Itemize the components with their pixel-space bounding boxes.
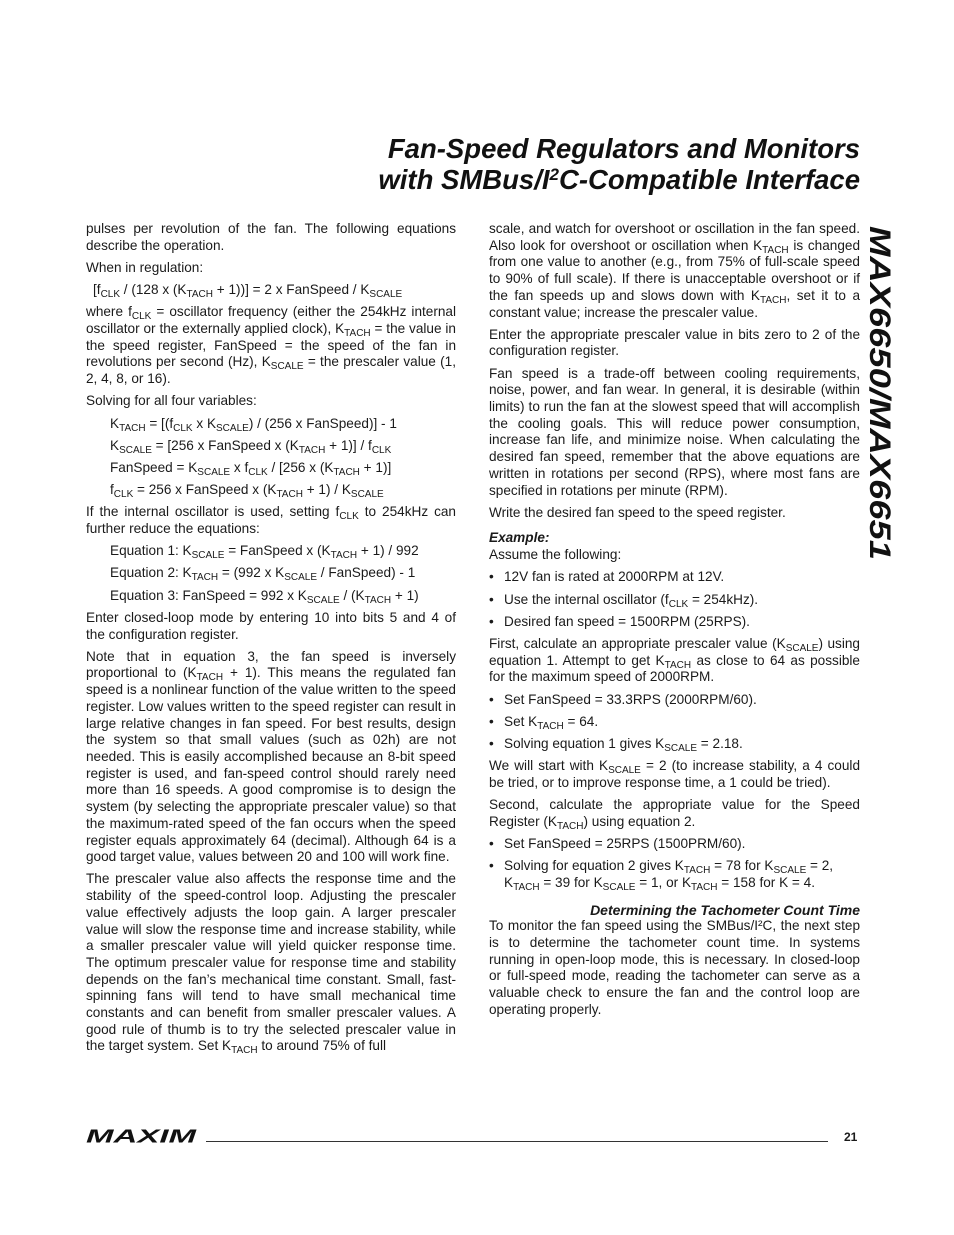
- paragraph: Enter closed-loop mode by entering 10 into bits 5 and 4 of the configuration register.: [86, 609, 456, 642]
- paragraph: Write the desired fan speed to the speed register.: [489, 504, 786, 520]
- paragraph: pulses per revolution of the fan. The following equations describe the operation.: [86, 221, 456, 253]
- equation: Equation 1: $K_{SCALE}$ = FanSpeed x $(K_{TACH} + 1) / 992$: [110, 543, 419, 562]
- equation: FanSpeed = $K_{SCALE}$ x $f_{CLK} / [256$ x $(K_{TACH} + 1)$]: [110, 459, 392, 478]
- maxim-logo: [86, 1128, 198, 1149]
- equation: [$f_{CLK} / (128$ x $(K_{TACH} + 1))] = 2$ x FanSpeed / $K_{SCALE}$: [93, 282, 403, 301]
- title-line-2: with SMBus/$I^2C$-Compatible Interface: [378, 164, 860, 195]
- equation: $K_{SCALE} = [256$ x FanSpeed x $(K_{TACH} + 1)] / f_{CLK}$: [110, 437, 392, 456]
- equation: Equation 2: $K_{TACH} = (992$ x $K_{SCALE}$ / FanSpeed) - 1: [110, 565, 416, 584]
- equation: $f_{CLK} = 256$ x FanSpeed x $(K_{TACH} + 1) / K_{SCALE}$: [110, 482, 384, 501]
- bullet-item: • Set $K_{TACH} = 64$.: [489, 714, 860, 731]
- bullet-item: • Desired fan speed = 1500RPM (25RPS).: [489, 614, 860, 631]
- maxim-logo-text: MAXIM: [86, 1128, 198, 1144]
- bullet-item: • Set FanSpeed = 33.3RPS (2000RPM/60).: [489, 692, 860, 709]
- equation: $K_{TACH} = [(f_{CLK}$ x $K_{SCALE}) / (256$ x FanSpeed)] - 1: [110, 415, 397, 434]
- paragraph: Assume the following:: [489, 547, 622, 563]
- paragraph: Note that in equation 3, the fan speed is inversely proportional to $(K_{TACH} + 1)$. This means the regulated fan speed is a nonlinear function of the value written to the speed register. Low values written to the speed register can result in large relative changes in fan speed. For best results, design the system so that small values (such as 02h) are not needed. This is easily accomplished because an 8-bit speed register is used, and fan-speed control should rarely need more than 16 speeds. A good compromise is to design the system (by selecting the appropriate prescaler value) so that the maximum-rated speed of the fan occurs when the speed register equals approximately 64 (decimal). Although 64 is a good target value, values between 20 and 100 will work fine.: [86, 648, 456, 865]
- paragraph: scale, and watch for overshoot or oscillation in the fan speed. Also look for overshoot or oscillation when $K_{TACH}$ is changed from one value to another (e.g., from 75% of full-scale speed to 90% of full scale). If there is unacceptable overshoot or if the fan speeds up and slows down with $K_{TACH}$, set it to a constant value; increase the prescaler value.: [489, 221, 861, 320]
- bullet-item: • Solving for equation 2 gives $K_{TACH} = 78$ for $K_{SCALE} = 2$, $K_{TACH} = 39$ for $K_{SCALE} = 1$, or $K_{TACH} = 158$ for K = 4.: [489, 858, 860, 891]
- footer-rule: [206, 1141, 828, 1142]
- page-number: 21: [844, 1130, 858, 1144]
- paragraph: Enter the appropriate prescaler value in bits zero to 2 of the configuration register.: [489, 326, 860, 359]
- equation: Equation 3: FanSpeed = 992 x $K_{SCALE} / (K_{TACH} + 1)$: [110, 587, 419, 606]
- paragraph: We will start with $K_{SCALE} = 2$ (to increase stability, a 4 could be tried, or to improve response time, a 1 could be tried).: [489, 758, 861, 790]
- bullet-item: • 12V fan is rated at 2000RPM at 12V.: [489, 569, 860, 586]
- paragraph: First, calculate an appropriate prescaler value $(K_{SCALE})$ using equation 1. Attempt to get $K_{TACH}$ as close to 64 as possible for the maximum speed of 2000RPM.: [489, 635, 860, 685]
- part-number-sidebar: [860, 226, 920, 586]
- title-line-1: Fan-Speed Regulators and Monitors: [387, 133, 860, 164]
- section-heading: Determining the Tachometer Count Time: [590, 901, 860, 918]
- paragraph: Fan speed is a trade-off between cooling requirements, noise, power, and fan wear. In general, it is desirable (within limits) to run the fan at the slowest speed that will accomplish the cooling goals. This will reduce power consumption, increase fan life, and minimize noise. When calculating the desired fan speed, remember that the above equations are written in rotations per second (RPS), where most fans are specified in rotations per minute (RPM).: [489, 365, 860, 498]
- bullet-item: • Use the internal oscillator $(f_{CLK} = 254kHz)$.: [489, 592, 860, 609]
- part-number-text: MAX6650/MAX6651: [863, 226, 896, 502]
- paragraph: Second, calculate the appropriate value for the Speed Register $(K_{TACH})$ using equation 2.: [489, 797, 860, 832]
- paragraph: To monitor the fan speed using the SMBus/I²C, the next step is to determine the tachometer count time. In systems running in open-loop mode, this is necessary. In closed-loop or full-speed mode, reading the tachometer can serve as a valuable check to ensure the fan and the control loop are operating properly.: [489, 918, 860, 1017]
- left-column: [86, 221, 456, 1061]
- section-heading: Example:: [489, 530, 550, 546]
- bullet-item: • Set FanSpeed = 25RPS (1500PRM/60).: [489, 836, 860, 853]
- page-title: [220, 133, 860, 195]
- paragraph: When in regulation:: [86, 259, 204, 275]
- right-column: [489, 221, 860, 1024]
- bullet-item: • Solving equation 1 gives $K_{SCALE} = 2.18$.: [489, 736, 860, 753]
- paragraph: Solving for all four variables:: [86, 393, 257, 409]
- paragraph: If the internal oscillator is used, setting $f_{CLK}$ to 254kHz can further reduce the equations:: [86, 504, 456, 537]
- paragraph: The prescaler value also affects the response time and the stability of the speed-control loop. Adjusting the prescaler value effectively adjusts the loop gain. A larger prescaler value will slow the response time and increase stability, while a smaller prescaler value will yield quicker response time. The optimum prescaler value for response time and stability depends on the fan’s mechanical time constant. Small, fast-spinning fans will tend to have small mechanical time constants and can benefit from smaller prescaler values. A good rule of thumb is to try the selected prescaler value in the target system. Set $K_{TACH}$ to around 75% of full: [86, 871, 456, 1057]
- paragraph: where $f_{CLK}$ = oscillator frequency (either the 254kHz internal oscillator or the externally applied clock), $K_{TACH}$ = the value in the speed register, FanSpeed = the speed of the fan in revolutions per second (Hz), $K_{SCALE}$ = the prescaler value (1, 2, 4, 8, or 16).: [86, 304, 457, 387]
